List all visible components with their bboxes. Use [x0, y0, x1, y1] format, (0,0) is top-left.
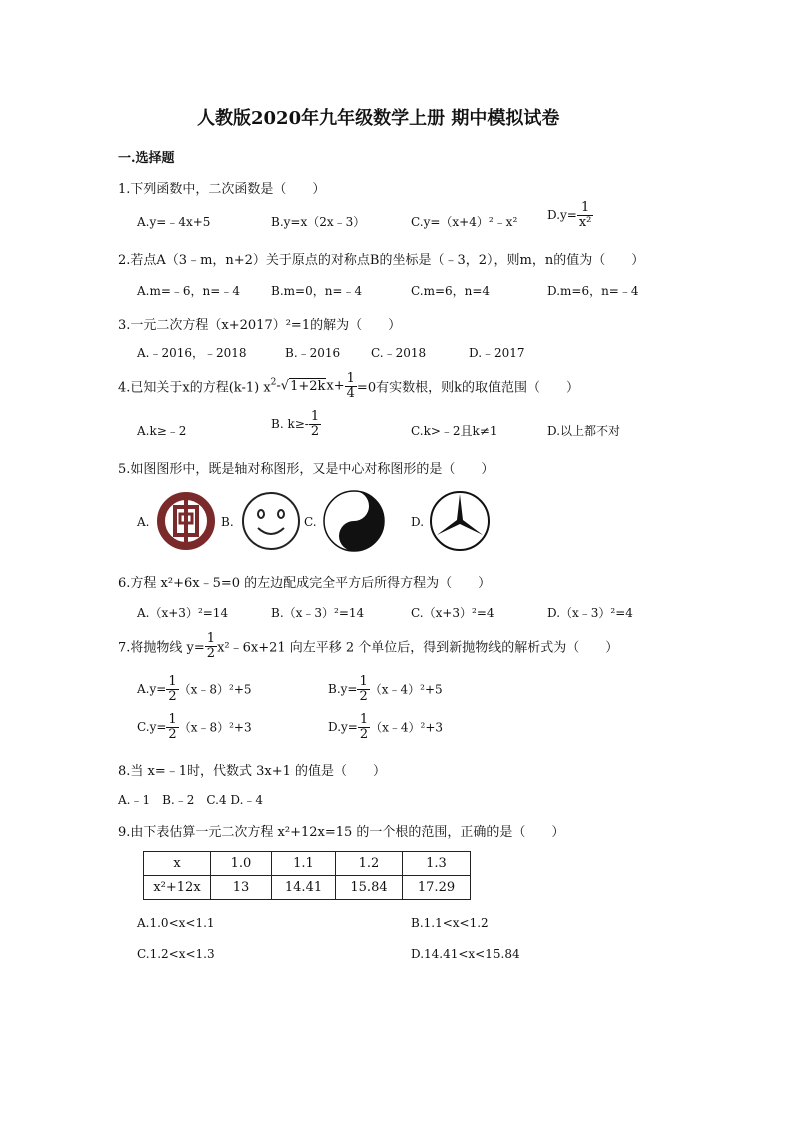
q6-option-d: D.（x﹣3）²=4	[547, 606, 633, 620]
q3-option-b: B.﹣2016	[285, 346, 341, 360]
q2-stem: 2.若点A（3﹣m，n+2）关于原点的对称点B的坐标是（﹣3，2），则m，n的值为（ ）	[118, 253, 645, 268]
q7-stem: 7.将抛物线 y= $\frac{1}{2}$ x²﹣6x+21 向左平移 2 个单位后，得到新抛物线的解析式为（ ）	[118, 631, 619, 661]
q5-option-c: C.	[304, 515, 317, 529]
q3-stem: 3.一元二次方程（x+2017）²=1的解为（ ）	[118, 318, 402, 333]
q9-option-a: A.1.0<x<1.1	[137, 916, 215, 930]
q5-stem: 5.如图图形中，既是轴对称图形，又是中心对称图形的是（ ）	[118, 462, 495, 477]
q7-option-b: B.y= $\frac{1}{2}$ （x﹣4）²+5	[328, 674, 443, 704]
q1-option-b: B.y=x（2x﹣3）	[271, 215, 366, 229]
q1-option-a: A.y=﹣4x+5	[137, 215, 211, 229]
table-row	[144, 852, 471, 876]
table-row	[144, 876, 471, 900]
q3-option-a: A.﹣2016，﹣2018	[137, 346, 247, 360]
smiley-face-icon	[240, 490, 302, 552]
table-cell: x²+12x	[144, 876, 211, 900]
table-cell: 17.29	[403, 876, 471, 900]
q6-stem: 6.方程 x²+6x﹣5=0 的左边配成完全平方后所得方程为（ ）	[118, 576, 492, 591]
q1-stem: 1.下列函数中，二次函数是（ ）	[118, 182, 326, 197]
q4-stem: 4.已知关于x的方程(k-1) $x^2-√1+2kx+$ $\frac{1}{4}$ =0有实数根，则k的取值范围（ ）	[118, 371, 579, 401]
q5-option-a: A.	[137, 515, 150, 529]
q9-table	[143, 851, 471, 900]
q2-option-a: A.m=﹣6，n=﹣4	[137, 284, 240, 298]
yin-yang-icon	[322, 489, 386, 553]
q3-option-c: C.﹣2018	[371, 346, 427, 360]
q4-option-c: C.k>﹣2且k≠1	[411, 424, 498, 438]
q3-option-d: D.﹣2017	[469, 346, 525, 360]
q2-option-c: C.m=6，n=4	[411, 284, 491, 298]
table-cell: x	[144, 852, 211, 876]
table-cell: 1.3	[403, 852, 471, 876]
q6-option-a: A.（x+3）²=14	[137, 606, 229, 620]
q7-option-d: D.y= $\frac{1}{2}$ （x﹣4）²+3	[328, 712, 444, 742]
table-cell: 1.0	[211, 852, 272, 876]
table-cell: 13	[211, 876, 272, 900]
q1-option-c: C.y=（x+4）²﹣x²	[411, 215, 518, 229]
q7-option-c: C.y= $\frac{1}{2}$ （x﹣8）²+3	[137, 712, 252, 742]
q2-option-b: B.m=0，n=﹣4	[271, 284, 363, 298]
q9-stem: 9.由下表估算一元二次方程 x²+12x=15 的一个根的范围，正确的是（ ）	[118, 825, 565, 840]
coin-symbol-icon	[155, 490, 217, 552]
q9-option-d: D.14.41<x<15.84	[411, 947, 520, 961]
page-title: 人教版2020年九年级数学上册 期中模拟试卷	[197, 108, 560, 129]
three-pointed-star-icon	[428, 489, 492, 553]
q6-option-c: C.（x+3）²=4	[411, 606, 495, 620]
q8-options: A.﹣1 B.﹣2 C.4 D.﹣4	[118, 793, 264, 807]
table-cell: 14.41	[272, 876, 336, 900]
q6-option-b: B.（x﹣3）²=14	[271, 606, 365, 620]
table-cell: 15.84	[336, 876, 403, 900]
q1-option-d: D.y= $\frac{1}{\text{x²}}$	[547, 200, 592, 230]
q4-option-a: A.k≥﹣2	[137, 424, 187, 438]
q5-option-b: B.	[221, 515, 234, 529]
q4-option-d: D.以上都不对	[547, 424, 621, 438]
q9-option-b: B.1.1<x<1.2	[411, 916, 489, 930]
table-cell: 1.1	[272, 852, 336, 876]
q9-option-c: C.1.2<x<1.3	[137, 947, 215, 961]
q2-option-d: D.m=6，n=﹣4	[547, 284, 639, 298]
q5-option-d: D.	[411, 515, 425, 529]
section-heading: 一.选择题	[118, 151, 175, 166]
q8-stem: 8.当 x=﹣1时，代数式 3x+1 的值是（ ）	[118, 764, 387, 779]
q4-option-b: B. k≥- $\frac{1}{2}$	[271, 409, 320, 439]
q7-option-a: A.y= $\frac{1}{2}$ （x﹣8）²+5	[137, 674, 252, 704]
table-cell: 1.2	[336, 852, 403, 876]
